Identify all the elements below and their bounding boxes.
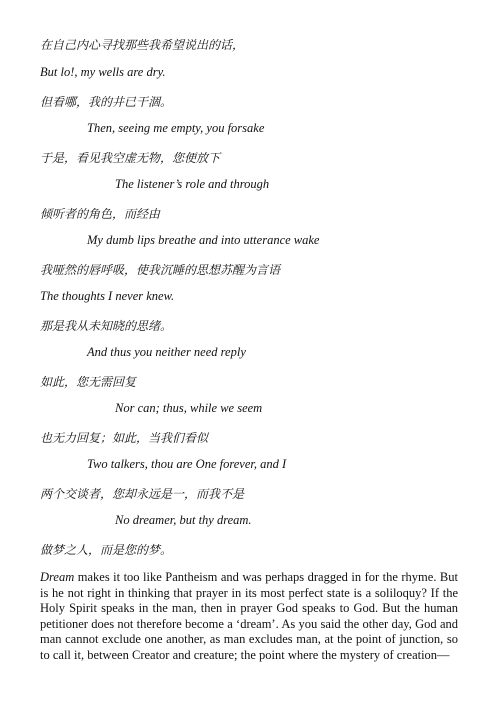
poem-line-chinese: 我哑然的唇呼吸，使我沉睡的思想苏醒为言语 — [40, 263, 281, 277]
poem-line-english: My dumb lips breathe and into utterance wake — [87, 233, 320, 247]
poem-line-english: But lo!, my wells are dry. — [40, 65, 166, 79]
poem-line-english: Nor can; thus, while we seem — [115, 401, 263, 415]
poem-line-chinese: 两个交谈者，您却永远是一，而我不是 — [40, 487, 245, 501]
poem-line-english: Two talkers, thou are One forever, and I — [87, 457, 287, 471]
poem-line-chinese: 但看哪，我的井已干涸。 — [40, 95, 173, 109]
poem-line-english: And thus you neither need reply — [87, 345, 246, 359]
poem-line-chinese: 那是我从未知晓的思绪。 — [40, 319, 173, 333]
poem-line-chinese: 倾听者的角色，而经由 — [40, 207, 161, 221]
prose-paragraph — [40, 570, 458, 664]
poem-line-chinese: 于是，看见我空虚无物，您便放下 — [40, 151, 221, 165]
poem-line-english: Then, seeing me empty, you forsake — [87, 121, 265, 135]
poem-line-chinese: 如此，您无需回复 — [40, 375, 137, 389]
poem-line-english: The thoughts I never knew. — [40, 289, 175, 303]
poem-line-chinese: 在自己内心寻找那些我希望说出的话， — [40, 38, 245, 52]
prose-text: makes it too like Pantheism and was perhaps dragged in for the rhyme. But is he not right in thinking that prayer in its most perfect state is a soliloquy? If the Holy Spirit speaks in the man, then in prayer God speaks to God. But the human petitioner does not therefore become a ‘dream’. As you said the other day, God and man cannot exclude one another, as man excludes man, at the point of junction, so to call it, between Creator and creature; the point where the mystery of creation— — [40, 570, 458, 662]
poem-line-english: No dreamer, but thy dream. — [115, 513, 252, 527]
poem-line-chinese: 也无力回复；如此，当我们看似 — [40, 431, 209, 445]
poem-line-chinese: 做梦之人，而是您的梦。 — [40, 543, 173, 557]
poem-line-english: The listener’s role and through — [115, 177, 270, 191]
prose-emphasis: Dream — [40, 570, 75, 584]
